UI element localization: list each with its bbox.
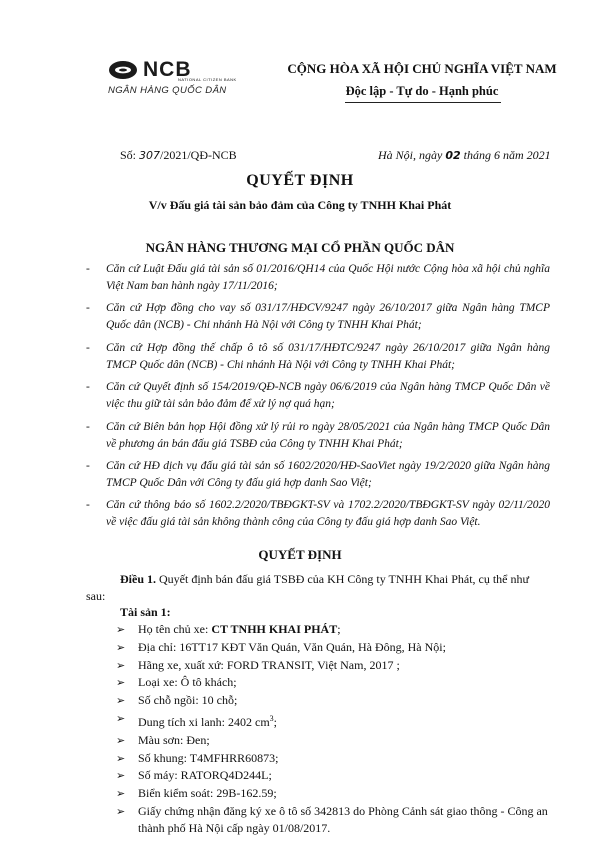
article-1-label: Điều 1.	[120, 572, 156, 586]
asset-detail-item: ➢ Số máy: RATORQ4D244L;	[116, 768, 272, 783]
dash-bullet: -	[86, 459, 90, 472]
legal-basis-item: - Căn cứ HĐ dịch vụ đấu giá tài sản số 1602/2020/HĐ-SaoViet ngày 19/2/2020 giữa Ngân hàng TMCP Quốc Dân với Công ty đấu giá hợp danh Sao Việt;	[86, 459, 550, 489]
logo-text: NCB	[143, 58, 192, 81]
article-1: Điều 1. Quyết định bán đấu giá TSBĐ của KH Công ty TNHH Khai Phát, cụ thể như	[120, 572, 530, 586]
asset-detail-item: ➢ Số khung: T4MFHRR60873;	[116, 750, 279, 765]
asset-detail-item: ➢ Dung tích xi lanh: 2402 $cm^3$;	[116, 711, 278, 729]
logo-bank-name: NGÂN HÀNG QUỐC DÂN	[108, 85, 227, 96]
asset-detail-item: ➢ Hãng xe, xuất xứ: FORD TRANSIT, Việt Nam, 2017 ;	[116, 657, 400, 672]
dash-bullet: -	[86, 302, 90, 315]
arrow-right-icon: ➢	[116, 640, 126, 654]
arrow-right-icon: ➢	[116, 658, 126, 672]
decision-heading: QUYẾT ĐỊNH	[258, 547, 342, 562]
legal-basis-item: - Căn cứ Quyết định số 154/2019/QĐ-NCB ngày 06/6/2019 của Ngân hàng TMCP Quốc Dân về việc thu giữ tài sản bảo đảm để xử lý nợ quá hạn;	[86, 381, 550, 411]
asset-title: Tài sản 1:	[120, 605, 171, 619]
legal-basis-item: - Căn cứ Hợp đồng thế chấp ô tô số 031/17/HĐTC/9247 ngày 26/10/2017 giữa Ngân hàng TMCP Quốc dân (NCB) - Chi nhánh Hà Nội với Công ty TNHH Khai Phát;	[86, 341, 550, 371]
arrow-right-icon: ➢	[116, 751, 126, 765]
arrow-right-icon: ➢	[116, 787, 126, 801]
legal-basis-item: - Căn cứ Luật Đấu giá tài sản số 01/2016/QH14 của Quốc Hội nước Cộng hòa xã hội chủ nghĩa Việt Nam ban hành ngày 17/11/2016;	[86, 263, 550, 292]
republic-heading: CỘNG HÒA XÃ HỘI CHỦ NGHĨA VIỆT NAM	[287, 61, 557, 76]
national-motto: Độc lập - Tự do - Hạnh phúc	[345, 84, 499, 98]
asset-detail-item: ➢ Họ tên chủ xe: CT TNHH KHAI PHÁT;	[116, 622, 341, 636]
asset-detail-item: ➢ Loại xe: Ô tô khách;	[116, 675, 237, 690]
asset-detail-item: ➢ Địa chỉ: 16TT17 KĐT Văn Quán, Văn Quán, Hà Đông, Hà Nội;	[116, 639, 446, 654]
legal-basis-item: - Căn cứ thông báo số 1602.2/2020/TBĐGKT-SV và 1702.2/2020/TBĐGKT-SV ngày 02/11/2020 về việc đấu giá tài sản không thành công của Công ty đấu giá hợp danh Sao Việt.	[86, 499, 550, 529]
motto-underline	[345, 102, 501, 103]
handwritten-number: 307	[139, 149, 161, 162]
asset-detail-item: ➢ Biển kiểm soát: 29B-162.59;	[116, 786, 277, 801]
dash-bullet: -	[86, 263, 90, 275]
dash-bullet: -	[86, 341, 90, 354]
ncb-logo	[108, 58, 258, 102]
dash-bullet: -	[86, 381, 90, 394]
asset-detail-item: ➢ Số chỗ ngồi: 10 chỗ;	[116, 693, 238, 708]
arrow-right-icon: ➢	[116, 733, 126, 747]
asset-detail-item: ➢ Giấy chứng nhận đăng ký xe ô tô số 342813 do Phòng Cảnh sát giao thông - Công an thành phố Hà Nội cấp ngày 01/08/2017.	[116, 803, 548, 835]
arrow-right-icon: ➢	[116, 623, 126, 636]
bank-heading: NGÂN HÀNG THƯƠNG MẠI CỔ PHẦN QUỐC DÂN	[145, 240, 455, 255]
document-date: Hà Nội, ngày 02 tháng 6 năm 2021	[378, 148, 551, 162]
article-1-continued: sau:	[86, 589, 106, 603]
arrow-right-icon: ➢	[116, 676, 126, 690]
asset-details-list	[116, 621, 552, 838]
arrow-right-icon: ➢	[116, 711, 126, 725]
document-title: QUYẾT ĐỊNH	[246, 172, 354, 189]
document-subtitle: V/v Đấu giá tài sản bảo đảm của Công ty TNHH Khai Phát	[148, 198, 452, 212]
legal-basis-item: - Căn cứ Hợp đồng cho vay số 031/17/HĐCV/9247 ngày 26/10/2017 giữa Ngân hàng TMCP Quốc dân (NCB) - Chi nhánh Hà Nội với Công ty TNHH Khai Phát;	[86, 302, 550, 332]
dash-bullet: -	[86, 420, 90, 433]
arrow-right-icon: ➢	[116, 804, 126, 818]
ncb-logo-mark-icon	[108, 60, 138, 80]
handwritten-day: 02	[445, 149, 461, 162]
logo-tagline: NATIONAL CITIZEN BANK	[178, 77, 237, 82]
dash-bullet: -	[86, 499, 90, 512]
legal-basis-item: - Căn cứ Biên bản họp Hội đồng xử lý rủi ro ngày 28/05/2021 của Ngân hàng TMCP Quốc Dân về phương án bán đấu giá TSBĐ của Công ty TNHH Khai Phát;	[86, 420, 550, 450]
legal-bases-list	[86, 261, 550, 537]
arrow-right-icon: ➢	[116, 694, 126, 708]
arrow-right-icon: ➢	[116, 769, 126, 783]
asset-detail-item: ➢ Màu sơn: Đen;	[116, 732, 210, 747]
document-number: Số: 307/2021/QĐ-NCB	[120, 148, 237, 162]
